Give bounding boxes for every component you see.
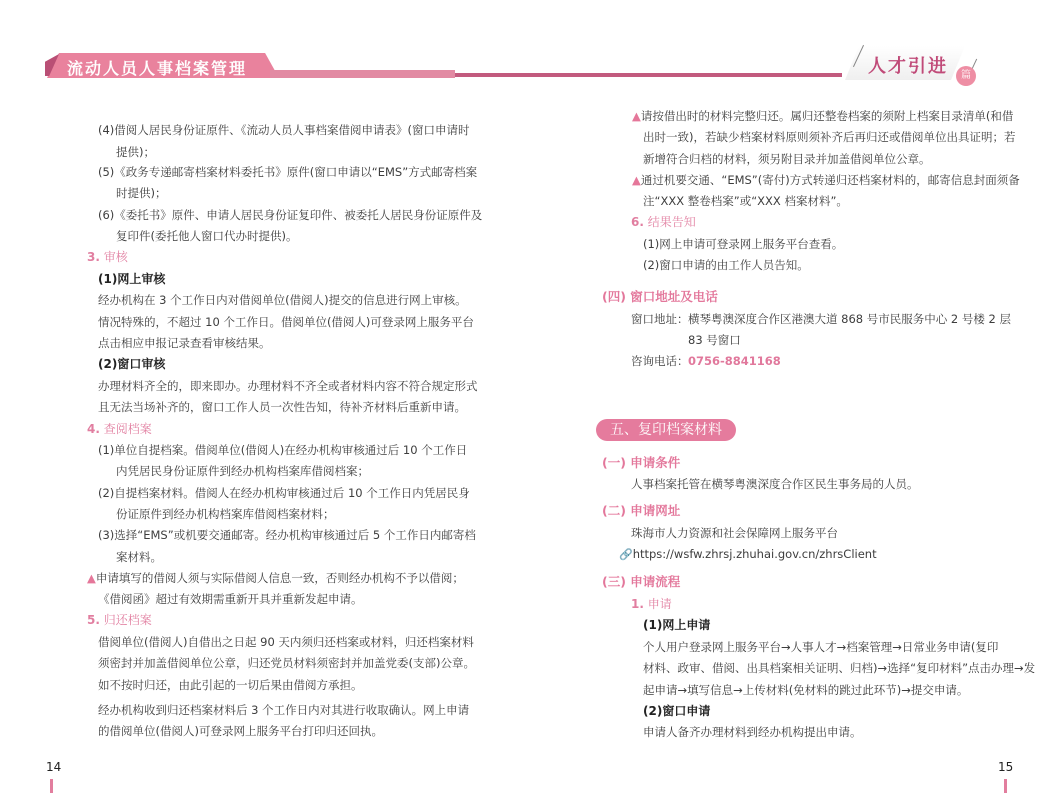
chapter-badge: 篇 xyxy=(956,66,976,86)
paragraph-line: 材料、政审、借阅、出具档案相关证明、归档)→选择“复印材料”点击办理→发 xyxy=(643,661,1036,675)
triangle-icon: ▲ xyxy=(632,109,641,123)
list-item: (2)窗口申请的由工作人员告知。 xyxy=(643,258,809,272)
list-item: (4)借阅人居民身份证原件、《流动人员人事档案借阅申请表》(窗口申请时 xyxy=(98,123,470,137)
address-value: 横琴粤澳深度合作区港澳大道 868 号市民服务中心 2 号楼 2 层 xyxy=(688,312,1012,326)
step-heading-apply: 1. 申请 xyxy=(631,597,672,611)
list-item-cont: 内凭居民身份证原件到经办机构档案库借阅档案； xyxy=(116,464,369,478)
list-item: (2)自提档案材料。借阅人在经办机构审核通过后 10 个工作日内凭居民身 xyxy=(98,486,470,500)
paragraph-line: 个人用户登录网上服务平台→人事人才→档案管理→日常业务申请(复印 xyxy=(643,640,999,654)
subheading-window-apply: (2)窗口申请 xyxy=(643,704,711,718)
phone-label: 咨询电话： xyxy=(631,354,689,368)
paragraph-line: 且无法当场补齐的，窗口工作人员一次性告知，待补齐材料后重新申请。 xyxy=(98,400,466,414)
link-icon: 🔗 xyxy=(619,548,633,561)
subheading-window-audit: (2)窗口审核 xyxy=(98,357,166,371)
note-line: 注“XXX 整卷档案”或“XXX 档案材料”。 xyxy=(643,194,848,208)
subheading-online-apply: (1)网上申请 xyxy=(643,618,711,632)
list-item-cont: 提供)； xyxy=(116,145,155,159)
paragraph-line: 办理材料齐全的，即来即办。办理材料不齐全或者材料内容不符合规定形式 xyxy=(98,379,478,393)
header-right-title: 人才引进 xyxy=(868,56,948,77)
note-line: ▲请按借出时的材料完整归还。属归还整卷档案的须附上档案目录清单(和借 xyxy=(632,109,1014,123)
section-heading-return: 5. 归还档案 xyxy=(87,613,152,627)
list-item-cont: 案材料。 xyxy=(116,550,162,564)
list-item: (1)单位自提档案。借阅单位(借阅人)在经办机构审核通过后 10 个工作日 xyxy=(98,443,468,457)
subheading-online-audit: (1)网上审核 xyxy=(98,272,166,286)
page-number-left: 14 xyxy=(46,760,62,774)
paragraph-line: 经办机构收到归还档案材料后 3 个工作日内对其进行收取确认。网上申请 xyxy=(98,703,470,717)
list-item-cont: 复印件(委托他人窗口代办时提供)。 xyxy=(116,229,298,243)
url-link[interactable]: https://wsfw.zhrsj.zhuhai.gov.cn/zhrsClient xyxy=(632,547,877,561)
section-heading-result: 6. 结果告知 xyxy=(631,215,696,229)
paragraph-line: 借阅单位(借阅人)自借出之日起 90 天内须归还档案或材料，归还档案材料 xyxy=(98,635,474,649)
paragraph-line: 情况特殊的，不超过 10 个工作日。借阅单位(借阅人)可登录网上服务平台 xyxy=(98,315,474,329)
section-heading-address: (四) 窗口地址及电话 xyxy=(602,289,718,304)
section-heading-view: 4. 查阅档案 xyxy=(87,422,152,436)
page-number-right: 15 xyxy=(998,760,1014,774)
platform-name: 珠海市人力资源和社会保障网上服务平台 xyxy=(631,526,838,540)
list-item-cont: 时提供)； xyxy=(116,186,167,200)
list-item-cont: 份证原件到经办机构档案库借阅档案材料； xyxy=(116,507,335,521)
paragraph-line: 起申请→填写信息→上传材料(免材料的跳过此环节)→提交申请。 xyxy=(643,683,969,697)
url-line xyxy=(619,543,877,566)
paragraph-line: 经办机构在 3 个工作日内对借阅单位(借阅人)提交的信息进行网上审核。 xyxy=(98,293,467,307)
address-label: 窗口地址： xyxy=(631,312,689,326)
paragraph-line: 须密封并加盖借阅单位公章，归还党员材料须密封并加盖党委(支部)公章。 xyxy=(98,656,475,670)
list-item: (5)《政务专递邮寄档案材料委托书》原件(窗口申请以“EMS”方式邮寄档案 xyxy=(98,165,478,179)
list-item: (6)《委托书》原件、申请人居民身份证复印件、被委托人居民身份证原件及 xyxy=(98,208,483,222)
note-line: 出时一致)，若缺少档案材料原则须补齐后再归还或借阅单位出具证明；若 xyxy=(643,130,1016,144)
note-line: ▲通过机要交通、“EMS”(寄付)方式转递归还档案材料的，邮寄信息封面须备 xyxy=(632,173,1020,187)
section-heading-audit: 3. 审核 xyxy=(87,250,128,264)
section-heading-url: (二) 申请网址 xyxy=(602,503,681,518)
header-divider xyxy=(270,70,455,78)
phone-number: 0756-8841168 xyxy=(688,354,781,368)
list-item: (1)网上申请可登录网上服务平台查看。 xyxy=(643,237,844,251)
header-divider-thin xyxy=(455,73,842,77)
chapter-title-pill: 五、复印档案材料 xyxy=(596,419,736,441)
paragraph-line: 的借阅单位(借阅人)可登录网上服务平台打印归还回执。 xyxy=(98,724,383,738)
triangle-icon: ▲ xyxy=(87,571,96,585)
section-heading-process: (三) 申请流程 xyxy=(602,574,681,589)
triangle-icon: ▲ xyxy=(632,173,641,187)
list-item: (3)选择“EMS”或机要交通邮寄。经办机构审核通过后 5 个工作日内邮寄档 xyxy=(98,528,476,542)
note-line: ▲申请填写的借阅人须与实际借阅人信息一致，否则经办机构不予以借阅； xyxy=(87,571,464,585)
section-heading-conditions: (一) 申请条件 xyxy=(602,455,681,470)
paragraph-line: 申请人备齐办理材料到经办机构提出申请。 xyxy=(643,725,862,739)
paragraph-line: 点击相应申报记录查看审核结果。 xyxy=(98,336,271,350)
note-line: 新增符合归档的材料，须另附目录并加盖借阅单位公章。 xyxy=(643,152,931,166)
page-marker xyxy=(1004,779,1007,793)
note-line: 《借阅函》超过有效期需重新开具并重新发起申请。 xyxy=(98,592,363,606)
paragraph-line: 如不按时归还，由此引起的一切后果由借阅方承担。 xyxy=(98,678,363,692)
page-marker xyxy=(50,779,53,793)
address-value-cont: 83 号窗口 xyxy=(688,333,741,347)
header-left-title: 流动人员人事档案管理 xyxy=(67,59,248,78)
paragraph-line: 人事档案托管在横琴粤澳深度合作区民生事务局的人员。 xyxy=(631,477,919,491)
